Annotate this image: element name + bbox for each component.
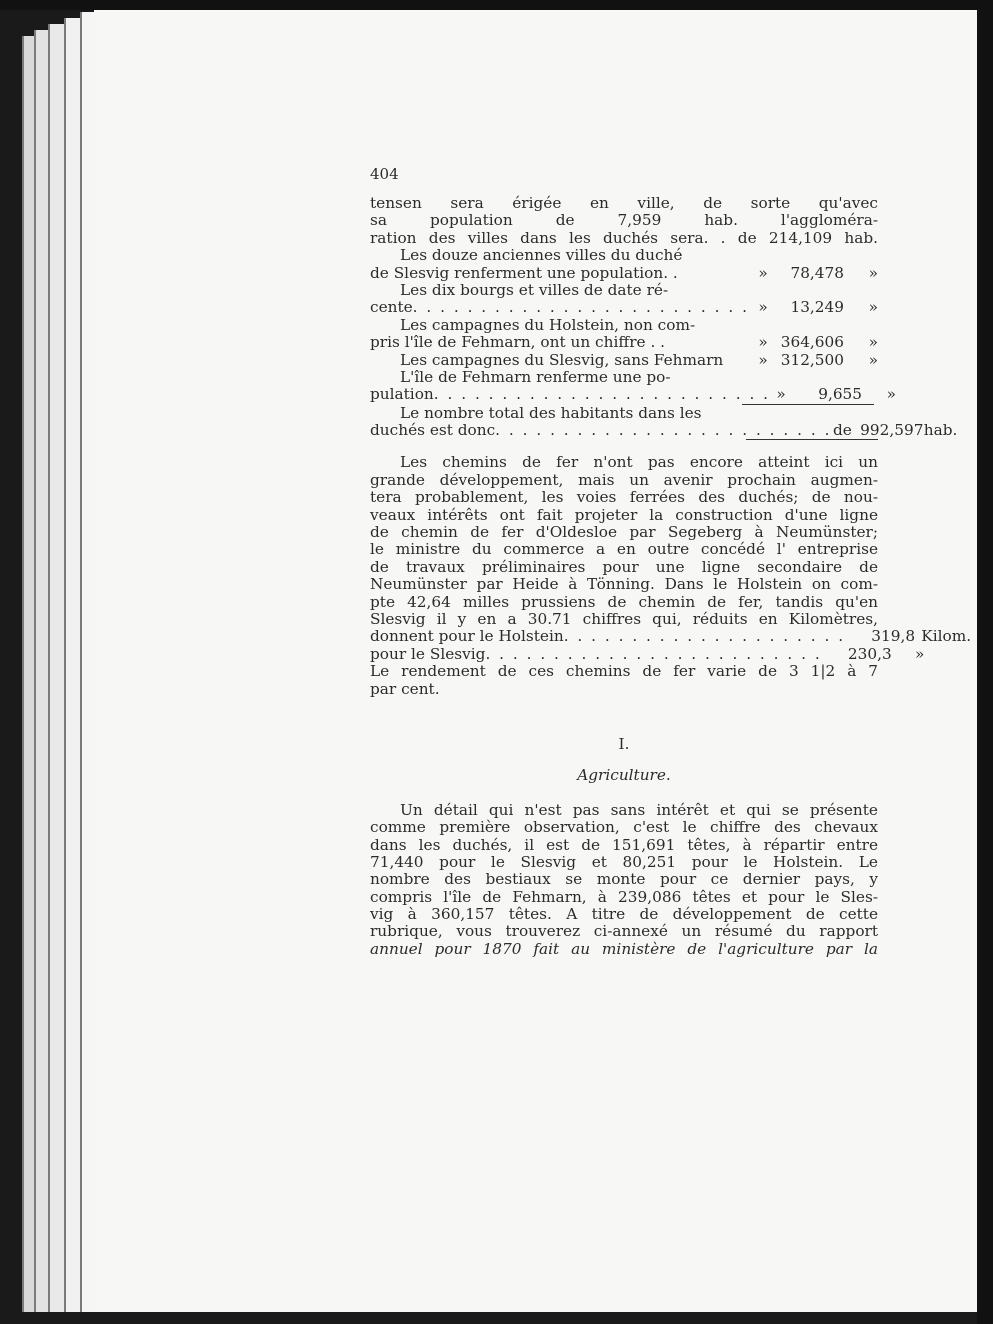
text-line: dans les duchés, il est de 151,691 têtes, à répartir entre	[370, 835, 878, 854]
row-value: 364,606	[780, 333, 844, 352]
row-unit: »	[868, 333, 878, 352]
text-line: compris l'île de Fehmarn, à 239,086 têtes et pour le Sles-	[370, 887, 878, 906]
row-label: cente	[370, 298, 413, 317]
page-number: 404	[370, 165, 399, 183]
table-pre-line: Le nombre total des habitants dans les	[400, 403, 702, 422]
row-value: 13,249	[790, 298, 844, 317]
table-row: pulation . . . . . . . . . . . . . . . . . . . . . . . . . » 9,655 »	[370, 385, 897, 404]
row-value: 9,655	[818, 385, 863, 404]
text-line: nombre des bestiaux se monte pour ce dernier pays, y	[370, 870, 878, 889]
section-title: Agriculture.	[577, 766, 671, 785]
row-label: pour le Slesvig	[370, 644, 486, 663]
text-line: tensen sera érigée en ville, de sorte qu'avec	[370, 194, 878, 212]
table-pre-line: Les dix bourgs et villes de date ré-	[400, 280, 669, 299]
row-label: Les campagnes du Slesvig, sans Fehmarn	[400, 350, 724, 369]
row-label: duchés est donc	[370, 421, 496, 440]
text-line: Slesvig il y en a 30.71 chiffres qui, réduits en Kilomètres,	[370, 609, 878, 628]
table-row	[370, 265, 878, 282]
row-mark: »	[758, 333, 768, 352]
row-value: 78,478	[790, 263, 844, 282]
rail-row: pour le Slesvig . . . . . . . . . . . . . . . . . . . . . . . . . 230,3 »	[370, 646, 878, 663]
row-unit: »	[886, 385, 897, 404]
scan-border-top	[0, 0, 993, 10]
text-line: ration des villes dans les duchés sera. . de 214,109 hab.	[370, 228, 878, 247]
table-pre-line: Les douze anciennes villes du duché	[400, 246, 683, 265]
table-row: cente . . . . . . . . . . . . . . . . . . . . . . . . . » 13,249 »	[370, 298, 878, 317]
total-rule	[746, 439, 878, 440]
row-mark: »	[758, 298, 768, 317]
row-unit: hab.	[923, 421, 958, 440]
text-line: annuel pour 1870 fait au ministère de l'agriculture par la	[370, 939, 878, 958]
text-line: de chemin de fer d'Oldesloe par Segeberg à Neumünster;	[370, 523, 878, 542]
row-label: pulation	[370, 385, 434, 404]
text-line: rubrique, vous trouverez ci-annexé un résumé du rapport	[370, 922, 878, 941]
row-mark: »	[758, 263, 768, 282]
row-value: 319,8	[871, 627, 916, 646]
text-line: Neumünster par Heide à Tönning. Dans le Holstein on com-	[370, 575, 878, 594]
table-total-row: duchés est donc . . . . . . . . . . . . . . . . . . . . . . . . . de 992,597 hab.	[370, 421, 958, 440]
row-unit: »	[868, 263, 878, 282]
row-mark: »	[758, 350, 768, 369]
text-line: le ministre du commerce a en outre concédé l' entreprise	[370, 540, 878, 559]
text-line: pte 42,64 milles prussiens de chemin de fer, tandis qu'en	[370, 592, 878, 611]
text-line: Les chemins de fer n'ont pas encore atteint ici un	[400, 453, 878, 472]
text-line: comme première observation, c'est le chiffre des chevaux	[370, 818, 878, 837]
table-row	[370, 334, 878, 351]
table-pre-line: L'île de Fehmarn renferme une po-	[400, 367, 671, 386]
row-label: pris l'île de Fehmarn, ont un chiffre . .	[370, 333, 666, 352]
row-label: donnent pour le Holstein	[370, 627, 564, 646]
row-unit: »	[915, 644, 925, 663]
row-unit: Kilom.	[921, 627, 972, 646]
text-line: veaux intérêts ont fait projeter la construction d'une ligne	[370, 505, 878, 524]
row-unit: »	[868, 350, 878, 369]
text-line: par cent.	[370, 679, 440, 698]
text-line: Un détail qui n'est pas sans intérêt et qui se présente	[400, 800, 878, 819]
text-line: tera probablement, les voies ferrées des duchés; de nou-	[370, 488, 878, 507]
text-line: vig à 360,157 têtes. A titre de développement de cette	[370, 905, 878, 924]
text-line: de travaux préliminaires pour une ligne secondaire de	[370, 557, 878, 576]
rail-row: donnent pour le Holstein . . . . . . . . . . . . . . . . . . . . . 319,8 Kilom.	[370, 627, 972, 646]
scan-border-right	[977, 0, 993, 1324]
row-value: 992,597	[860, 421, 924, 440]
text-line: grande développement, mais un avenir prochain augmen-	[370, 470, 878, 489]
table-pre-line: Les campagnes du Holstein, non com-	[400, 315, 696, 334]
text-line: Le rendement de ces chemins de fer varie de 3 1|2 à 7	[370, 662, 878, 681]
row-label: de Slesvig renferment une population. .	[370, 263, 678, 282]
section-number: I.	[618, 734, 630, 753]
table-row	[370, 352, 878, 369]
row-mark: de	[833, 421, 852, 440]
row-mark: »	[776, 385, 786, 404]
row-unit: »	[868, 298, 878, 317]
row-value: 230,3	[847, 644, 892, 663]
page-text	[370, 194, 972, 958]
text-line: sa population de 7,959 hab. l'aggloméra-	[370, 211, 878, 230]
row-value: 312,500	[780, 350, 844, 369]
text-line: 71,440 pour le Slesvig et 80,251 pour le Holstein. Le	[370, 852, 878, 871]
